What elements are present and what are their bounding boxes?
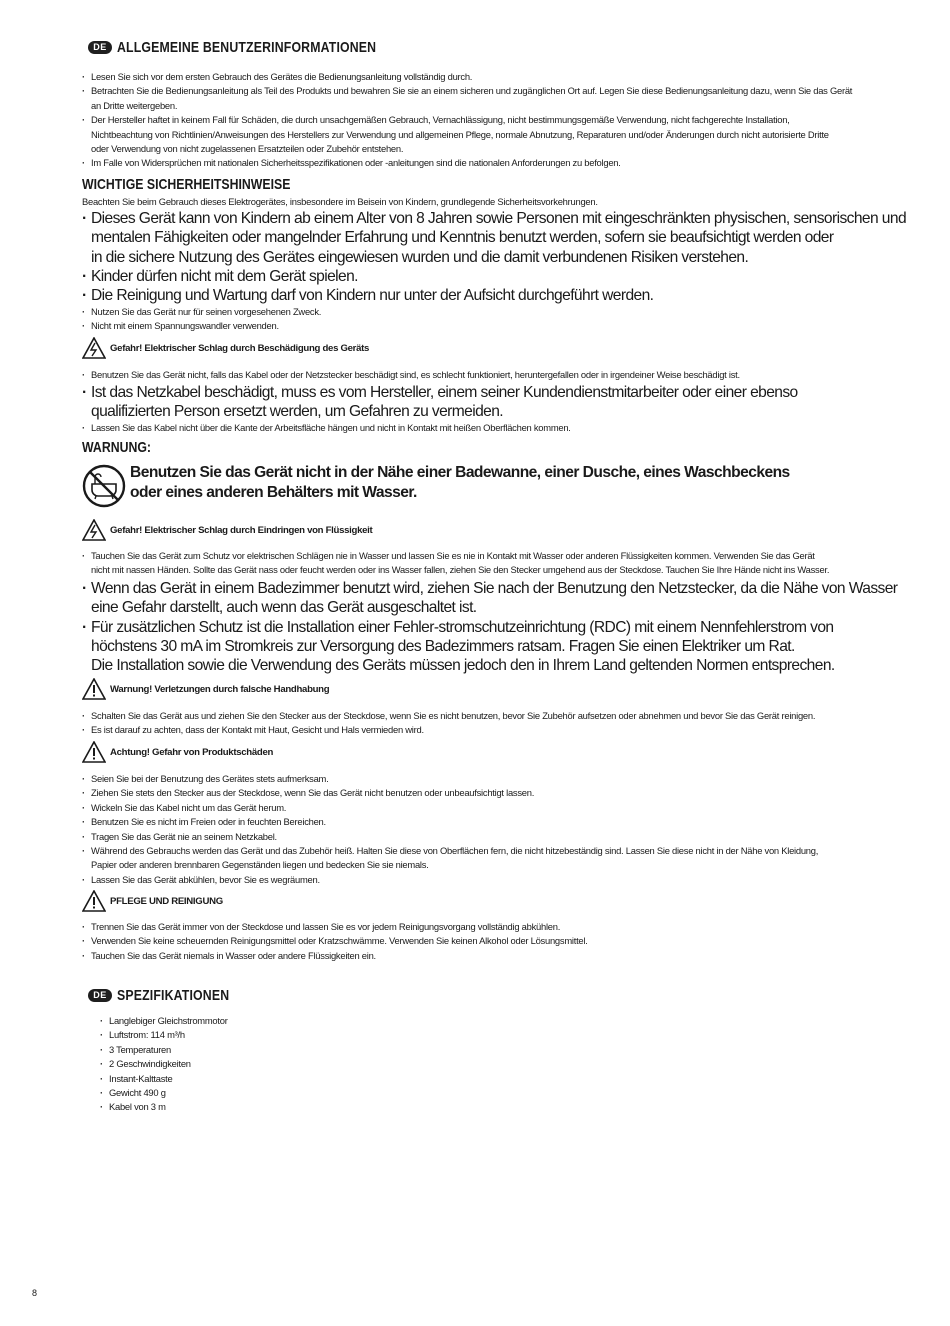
list-item <box>100 1100 228 1114</box>
list-item-line: · Seien Sie bei der Benutzung des Gerätes stets aufmerksam. <box>91 773 329 784</box>
language-badge: DE <box>88 989 112 1002</box>
list-item-line: mentalen Fähigkeiten oder mangelnder Erfahrung und Kenntnis benutzt werden, sofern sie beaufsichtigt werden oder <box>91 229 834 247</box>
danger-damage-big-list <box>82 383 902 422</box>
list-item <box>82 113 872 156</box>
warning-handling-label: Warnung! Verletzungen durch falsche Handhabung <box>110 683 330 695</box>
list-item-line: qualifizierten Person ersetzt werden, um Gefahren zu vermeiden. <box>91 403 504 421</box>
section-specs-heading <box>88 987 254 1004</box>
list-item-line: · Tauchen Sie das Gerät niemals in Wasser oder andere Flüssigkeiten ein. <box>91 949 376 961</box>
list-item-line: · Instant-Kalttaste <box>109 1072 173 1084</box>
list-item-line: · Langlebiger Gleichstrommotor <box>109 1015 228 1026</box>
list-item <box>82 579 902 618</box>
section-title: ALLGEMEINE BENUTZERINFORMATIONEN <box>117 39 377 56</box>
list-item-line: nicht mit nassen Händen. Sollte das Gerät nass oder feucht werden oder ins Wasser fallen, ziehen Sie den Stecker umgehend aus der Steckdose. Tauchen Sie Ihre Hände nicht ins Wasser. <box>91 564 830 576</box>
list-item-line: · Trennen Sie das Gerät immer von der Steckdose und lassen Sie es vor jedem Reinigungsvorgang vollständig abkühlen. <box>91 921 561 932</box>
list-item <box>82 815 872 829</box>
list-item-line: · Kinder dürfen nicht mit dem Gerät spielen. <box>91 267 358 285</box>
care-row <box>82 890 223 912</box>
list-item-line: · Nutzen Sie das Gerät nur für seinen vorgesehenen Zweck. <box>91 306 322 317</box>
list-item-line: Nichtbeachtung von Richtlinien/Anweisungen des Herstellers zur Verwendung und allgemeinen Pflege, normale Abnutzung, Reparaturen und/oder Änderungen durch nicht autorisierte Dritte <box>91 128 829 140</box>
list-item <box>82 920 872 934</box>
danger-damage-row <box>82 337 369 359</box>
caution-product-label: Achtung! Gefahr von Produktschäden <box>110 746 274 758</box>
list-item <box>82 383 902 422</box>
warning-triangle-icon <box>82 337 106 359</box>
list-item <box>82 844 872 873</box>
safety-intro: Beachten Sie beim Gebrauch dieses Elektrogerätes, insbesondere im Beisein von Kindern, grundlegende Sicherheitsvorkehrungen. <box>82 196 598 207</box>
care-list <box>82 920 872 963</box>
list-item-line: · Die Reinigung und Wartung darf von Kindern nur unter der Aufsicht durchgeführt werden. <box>91 287 654 305</box>
list-item <box>82 709 872 723</box>
list-item-line: · Betrachten Sie die Bedienungsanleitung als Teil des Produkts und bewahren Sie sie an einem sicheren und zugänglichen Ort auf. Legen Sie diese Bedienungsanleitung dazu, wenn Sie das Gerät <box>91 85 853 97</box>
list-item-line: · Für zusätzlichen Schutz ist die Installation einer Fehler-stromschutzeinrichtung (RDC) mit einem Nennfehlerstrom von <box>91 618 834 636</box>
list-item-line: · Lesen Sie sich vor dem ersten Gebrauch des Gerätes die Bedienungsanleitung vollständig durch. <box>91 71 473 82</box>
danger-damage-label: Gefahr! Elektrischer Schlag durch Beschädigung des Geräts <box>110 342 370 354</box>
list-item-line: · Es ist darauf zu achten, dass der Kontakt mit Haut, Gesicht und Hals vermieden wird. <box>91 724 424 736</box>
list-item <box>82 368 872 382</box>
warning-triangle-icon <box>82 519 106 541</box>
list-item <box>100 1057 228 1071</box>
no-bathtub-icon <box>82 464 126 508</box>
warnung-line: oder eines anderen Behälters mit Wasser. <box>130 483 417 501</box>
specs-list <box>100 1014 228 1115</box>
list-item <box>100 1043 228 1057</box>
list-item <box>82 84 872 113</box>
list-item-line: · Der Hersteller haftet in keinem Fall für Schäden, die durch unsachgemäßen Gebrauch, Vernachlässigung, nicht bestimmungsgemäße Verwendung, nicht fachgerechte Installation, <box>91 114 790 126</box>
section-general-heading <box>88 39 433 56</box>
warning-handling-list <box>82 709 872 738</box>
warning-triangle-icon <box>82 741 106 763</box>
caution-product-list <box>82 772 872 887</box>
list-item <box>100 1028 228 1042</box>
list-item-line: · Tragen Sie das Gerät nie an seinem Netzkabel. <box>91 830 277 842</box>
caution-product-row <box>82 741 273 763</box>
list-item <box>82 830 872 844</box>
list-item-line: Papier oder anderen brennbaren Gegenständen liegen und bedecken Sie sie niemals. <box>91 859 429 871</box>
list-item-line: oder Verwendung von nicht zugelassenen Ersatzteilen oder Zubehör entstehen. <box>91 143 404 155</box>
list-item-line: · 3 Temperaturen <box>109 1043 171 1055</box>
list-item-line: Die Installation sowie die Verwendung des Geräts müssen jedoch den in Ihrem Land geltenden Normen entsprechen. <box>91 657 835 675</box>
list-item <box>100 1014 228 1028</box>
page-number: 8 <box>32 1288 38 1298</box>
list-item <box>82 305 872 319</box>
list-item <box>82 156 872 170</box>
list-item-line: · Luftstrom: 114 m³/h <box>109 1029 185 1041</box>
list-item <box>82 286 902 305</box>
danger-liquid-label: Gefahr! Elektrischer Schlag durch Eindringen von Flüssigkeit <box>110 524 373 536</box>
list-item-line: · Kabel von 3 m <box>109 1101 166 1113</box>
list-item <box>82 786 872 800</box>
list-item-line: · Ist das Netzkabel beschädigt, muss es vom Hersteller, einem seiner Kundendienstmitarbeiter oder einer ebenso <box>91 384 798 401</box>
list-item-line: · 2 Geschwindigkeiten <box>109 1058 191 1070</box>
list-item-line: an Dritte weitergeben. <box>91 99 178 111</box>
danger-liquid-big-list <box>82 579 902 675</box>
general-info-list <box>82 70 872 171</box>
list-item <box>82 934 872 948</box>
care-label: PFLEGE UND REINIGUNG <box>110 895 223 907</box>
list-item-line: · Gewicht 490 g <box>109 1087 166 1099</box>
list-item-line: · Lassen Sie das Kabel nicht über die Kante der Arbeitsfläche hängen und nicht in Kontakt mit heißen Oberflächen kommen. <box>91 422 571 433</box>
list-item <box>82 772 872 786</box>
list-item-line: · Benutzen Sie es nicht im Freien oder in feuchten Bereichen. <box>91 816 326 828</box>
warning-triangle-icon <box>82 890 106 912</box>
safety-heading: WICHTIGE SICHERHEITSHINWEISE <box>82 176 291 193</box>
section-title: SPEZIFIKATIONEN <box>117 987 230 1004</box>
safety-big-list <box>82 209 907 305</box>
warnung-heading: WARNUNG: <box>82 439 152 456</box>
warning-triangle-icon <box>82 678 106 700</box>
list-item <box>82 70 872 84</box>
list-item-line: · Schalten Sie das Gerät aus und ziehen Sie den Stecker aus der Steckdose, wenn Sie es nicht benutzen, bevor Sie Zubehör aufsetzen oder abnehmen und bevor Sie das Gerät reinigen. <box>91 710 816 721</box>
list-item-line: · Dieses Gerät kann von Kindern ab einem Alter von 8 Jahren sowie Personen mit eingeschränkten physischen, sensorischen und <box>91 210 907 227</box>
list-item <box>82 319 872 333</box>
list-item-line: · Während des Gebrauchs werden das Gerät und das Zubehör heiß. Halten Sie diese von Oberflächen fern, die nicht hitzebeständig sind. Lassen Sie diese nicht in der Nähe von Kleidung, <box>91 845 819 857</box>
warnung-line: Benutzen Sie das Gerät nicht in der Nähe einer Badewanne, einer Dusche, eines Waschbeckens <box>130 464 790 481</box>
list-item-line: eine Gefahr darstellt, auch wenn das Gerät ausgeschaltet ist. <box>91 599 477 617</box>
danger-damage-list-a <box>82 368 872 382</box>
danger-damage-list-b <box>82 421 872 435</box>
list-item <box>100 1072 228 1086</box>
list-item-line: · Wickeln Sie das Kabel nicht um das Gerät herum. <box>91 801 287 813</box>
list-item-line: · Benutzen Sie das Gerät nicht, falls das Kabel oder der Netzstecker beschädigt sind, es schlecht funktioniert, heruntergefallen oder in irgendeiner Weise beschädigt ist. <box>91 369 740 380</box>
list-item <box>82 723 872 737</box>
list-item-line: · Nicht mit einem Spannungswandler verwenden. <box>91 320 279 332</box>
danger-liquid-row <box>82 519 372 541</box>
list-item-line: · Ziehen Sie stets den Stecker aus der Steckdose, wenn Sie das Gerät nicht benutzen oder unbeaufsichtigt lassen. <box>91 787 535 799</box>
list-item-line: · Tauchen Sie das Gerät zum Schutz vor elektrischen Schlägen nie in Wasser und lassen Sie es nie in Kontakt mit Wasser oder anderen Flüssigkeiten kommen. Verwenden Sie das Gerät <box>91 550 815 561</box>
list-item <box>82 549 872 578</box>
warnung-text <box>130 463 790 502</box>
list-item <box>100 1086 228 1100</box>
language-badge: DE <box>88 41 112 54</box>
list-item <box>82 267 902 286</box>
danger-liquid-list <box>82 549 872 578</box>
list-item-line: · Im Falle von Widersprüchen mit nationalen Sicherheitsspezifikationen oder -anleitungen sind die nationalen Anforderungen zu befolgen. <box>91 157 621 169</box>
list-item-line: in die sichere Nutzung des Gerätes eingewiesen wurden und die damit verbundenen Risiken verstehen. <box>91 248 749 266</box>
warnung-block <box>82 464 790 508</box>
list-item <box>82 873 872 887</box>
list-item-line: · Wenn das Gerät in einem Badezimmer benutzt wird, ziehen Sie nach der Benutzung den Netzstecker, da die Nähe von Wasser <box>91 580 898 597</box>
list-item-line: höchstens 30 mA im Stromkreis zur Versorgung des Badezimmers ratsam. Fragen Sie einen Elektriker um Rat. <box>91 637 795 655</box>
list-item <box>82 618 902 676</box>
list-item-line: · Verwenden Sie keine scheuernden Reinigungsmittel oder Kratzschwämme. Verwenden Sie keinen Alkohol oder Lösungsmittel. <box>91 935 588 947</box>
list-item <box>82 949 872 963</box>
warning-handling-row <box>82 678 329 700</box>
list-item <box>82 209 907 267</box>
list-item <box>82 801 872 815</box>
list-item-line: · Lassen Sie das Gerät abkühlen, bevor Sie es wegräumen. <box>91 873 320 885</box>
list-item <box>82 421 872 435</box>
safety-small-list <box>82 305 872 334</box>
